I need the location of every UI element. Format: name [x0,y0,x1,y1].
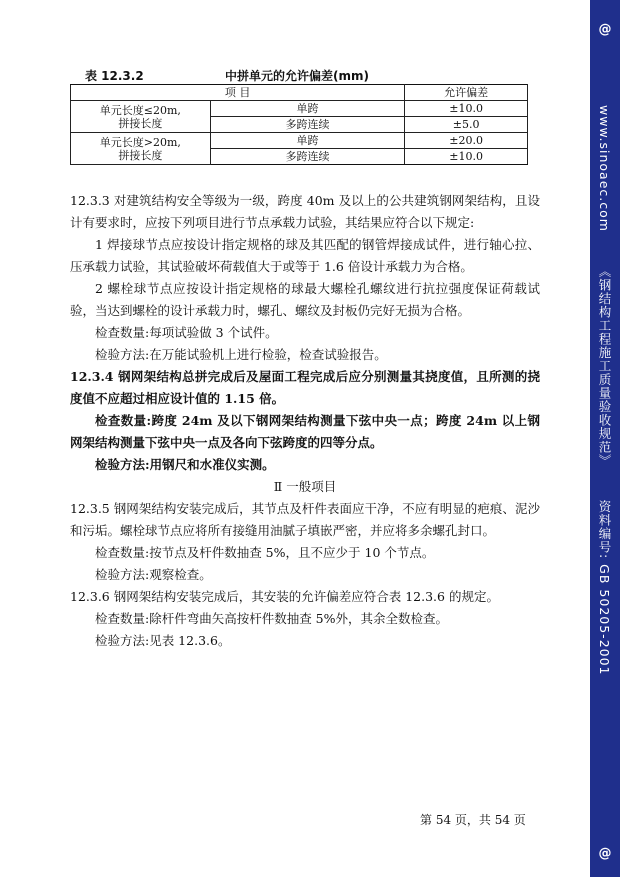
table-header-row [71,85,528,101]
table-caption: 中拼单元的允许偏差(mm) [225,69,369,83]
clause-item-2: 2 螺栓球节点应按设计指定规格的球最大螺栓孔螺纹进行抗拉强度保证荷载试验，当达到螺栓的设计承载力时，螺孔、螺纹及封板仍完好无损为合格。 [70,281,540,318]
inspection-method: 检验方法:观察检查。 [95,567,212,582]
group-label [71,133,211,165]
inspection-quantity: 检查数量:每项试验做 3 个试件。 [95,325,278,340]
publisher-sidebar [590,0,620,877]
group-label-line: 拼接长度 [118,116,163,130]
page-number: 第 54 页，共 54 页 [420,813,526,827]
tolerance-value: ±20.0 [405,133,528,149]
span-type: 多跨连续 [210,117,405,133]
group-label-line: 拼接长度 [118,148,163,162]
at-icon: @ [598,22,612,37]
header-tolerance: 允许偏差 [405,85,528,101]
clause-12-3-4: 12.3.4 钢网架结构总拼完成后及屋面工程完成后应分别测量其挠度值，且所测的挠度值不应超过相应设计值的 1.15 倍。 [70,369,540,406]
header-item: 项 目 [71,85,405,101]
span-type: 多跨连续 [210,149,405,165]
inspection-method: 检验方法:用钢尺和水准仪实测。 [95,457,275,472]
at-icon: @ [598,846,612,861]
inspection-quantity: 检查数量:按节点及杆件数抽查 5%，且不应少于 10 个节点。 [95,545,435,560]
tolerance-value: ±10.0 [405,149,528,165]
table-row [71,101,528,117]
span-type: 单跨 [210,101,405,117]
clause-12-3-6: 12.3.6 钢网架结构安装完成后，其安装的允许偏差应符合表 12.3.6 的规定。 [70,589,499,604]
group-label-line: 单元长度≤20m, [99,103,181,117]
table-number: 表 12.3.2 [85,69,144,83]
body-text [70,190,540,652]
table-row [71,133,528,149]
sidebar-text [597,105,613,676]
span-type: 单跨 [210,133,405,149]
inspection-quantity: 检查数量:除杆件弯曲矢高按杆件数抽查 5%外，其余全数检查。 [95,611,449,626]
group-label [71,101,211,133]
document-code: 资料编号: GB 50205-2001 [597,500,612,676]
inspection-quantity: 检查数量:跨度 24m 及以下钢网架结构测量下弦中央一点；跨度 24m 以上钢网架结构测量下弦中央一点及各向下弦跨度的四等分点。 [70,413,540,450]
tolerance-value: ±10.0 [405,101,528,117]
section-heading: Ⅱ 一般项目 [273,479,337,494]
inspection-method: 检验方法:在万能试验机上进行检验，检查试验报告。 [95,347,387,362]
clause-12-3-5: 12.3.5 钢网架结构安装完成后，其节点及杆件表面应干净，不应有明显的疤痕、泥沙和污垢。螺栓球节点应将所有接缝用油腻子填嵌严密，并应将多余螺孔封口。 [70,501,540,538]
clause-item-1: 1 焊接球节点应按设计指定规格的球及其匹配的钢管焊接成试件，进行轴心拉、压承载力试验，其试验破坏荷载值大于或等于 1.6 倍设计承载力为合格。 [70,237,540,274]
inspection-method: 检验方法:见表 12.3.6。 [95,633,231,648]
book-title: 《钢结构工程施工质量验收规范》 [597,264,612,468]
tolerance-value: ±5.0 [405,117,528,133]
group-label-line: 单元长度>20m, [99,135,181,149]
clause-12-3-3: 12.3.3 对建筑结构安全等级为一级，跨度 40m 及以上的公共建筑钢网架结构，且设计有要求时，应按下列项目进行节点承载力试验，其结果应符合以下规定: [70,193,540,230]
tolerance-table [70,84,528,165]
website-link[interactable]: www.sinoaec.com [597,105,612,232]
table-heading [85,67,525,83]
